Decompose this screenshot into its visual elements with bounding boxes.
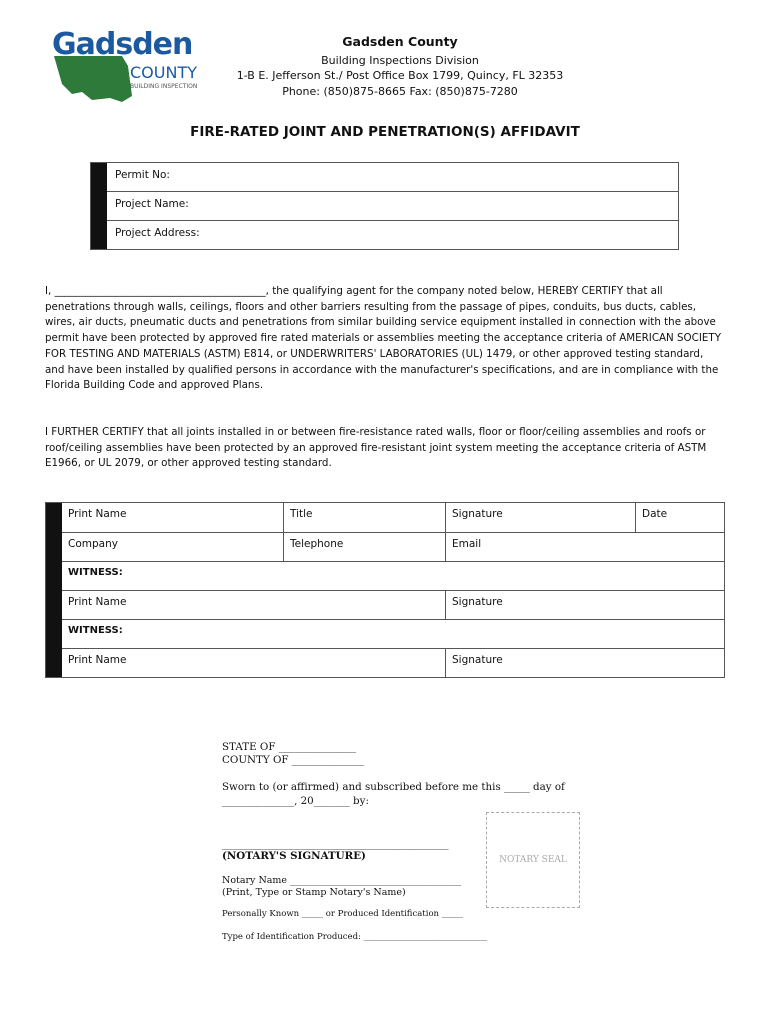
print-name-cell[interactable]: Print Name bbox=[62, 503, 284, 533]
company-cell[interactable]: Company bbox=[62, 533, 284, 562]
identification-type-line[interactable]: Type of Identification Produced: _____________________________ bbox=[222, 932, 487, 942]
telephone-cell[interactable]: Telephone bbox=[284, 533, 446, 562]
org-address: 1-B E. Jefferson St./ Post Office Box 1799, Quincy, FL 32353 bbox=[236, 69, 564, 82]
org-name: Gadsden County bbox=[342, 34, 458, 49]
project-name-field[interactable]: Project Name: bbox=[107, 192, 678, 221]
permit-info-table bbox=[90, 162, 679, 250]
division-name: Building Inspections Division bbox=[321, 54, 479, 67]
witness-1-signature-cell[interactable]: Signature bbox=[446, 591, 724, 620]
sworn-line-1[interactable]: Sworn to (or affirmed) and subscribed before me this _____ day of bbox=[222, 781, 565, 793]
witness-2-label: WITNESS: bbox=[62, 620, 724, 649]
further-certification-paragraph: I FURTHER CERTIFY that all joints installed in or between fire-resistance rated walls, floor or floor/ceiling assemblies and roofs or roof/ceiling assemblies have been protected by an approved fire-resistant joint system meeting the acceptance criteria of ASTM E1966, or UL 2079, or other approved testing standard. bbox=[45, 426, 707, 470]
notary-signature-line[interactable]: ____________________________________________ bbox=[222, 838, 449, 850]
county-map-shape bbox=[54, 56, 132, 102]
county-of-line[interactable]: COUNTY OF ______________ bbox=[222, 754, 364, 766]
logo-word-building-inspection: BUILDING INSPECTION bbox=[130, 83, 198, 90]
signature-cell[interactable]: Signature bbox=[446, 503, 636, 533]
notary-name-line[interactable]: Notary Name ____________________________________ bbox=[222, 875, 462, 886]
sworn-line-2[interactable]: ______________, 20_______ by: bbox=[222, 795, 369, 807]
form-title: FIRE-RATED JOINT AND PENETRATION(S) AFFIDAVIT bbox=[190, 124, 580, 140]
certification-paragraph: I, _________________________________________, the qualifying agent for the company noted below, HEREBY CERTIFY that all penetrations through walls, ceilings, floors and other barriers resulting from the passage of pipes, conduits, bus ducts, cables, wires, air ducts, pneumatic ducts and penetrations from similar building service equipment installed in connection with the above permit have been protected by approved fire rated materials or assemblies meeting the acceptance criteria of AMERICAN SOCIETY FOR TESTING AND MATERIALS (ASTM) E814, or UNDERWRITERS' LABORATORIES (UL) 1479, or other approved testing standard, and have been installed by qualified persons in accordance with the manufacturer's specifications, and are in compliance with the Florida Building Code and approved Plans. bbox=[45, 285, 721, 392]
witness-2-signature-cell[interactable]: Signature bbox=[452, 654, 503, 666]
witness-1-print-name-cell[interactable]: Print Name bbox=[62, 591, 446, 620]
signature-table bbox=[45, 502, 725, 678]
notary-seal-box bbox=[486, 812, 580, 908]
state-of-line[interactable]: STATE OF _______________ bbox=[222, 741, 356, 753]
email-cell[interactable]: Email bbox=[446, 533, 724, 562]
identification-line[interactable]: Personally Known _____ or Produced Identification _____ bbox=[222, 909, 463, 919]
title-cell[interactable]: Title bbox=[284, 503, 446, 533]
notary-seal-label: NOTARY SEAL bbox=[499, 855, 567, 865]
logo-word-county: COUNTY bbox=[130, 63, 197, 82]
table-side-bar bbox=[91, 163, 107, 249]
date-cell[interactable]: Date bbox=[636, 503, 724, 533]
notary-signature-label: (NOTARY'S SIGNATURE) bbox=[222, 850, 366, 862]
logo-word-gadsden: Gadsden bbox=[52, 27, 193, 62]
gadsden-county-logo bbox=[52, 26, 214, 104]
witness-2-print-name-cell[interactable]: Print Name bbox=[62, 649, 446, 677]
permit-no-field[interactable]: Permit No: bbox=[107, 163, 678, 192]
notary-name-hint: (Print, Type or Stamp Notary's Name) bbox=[222, 887, 406, 898]
project-address-field[interactable]: Project Address: bbox=[115, 227, 200, 239]
org-phone: Phone: (850)875-8665 Fax: (850)875-7280 bbox=[282, 85, 518, 98]
witness-1-label: WITNESS: bbox=[62, 562, 724, 591]
table-side-bar bbox=[46, 503, 62, 677]
